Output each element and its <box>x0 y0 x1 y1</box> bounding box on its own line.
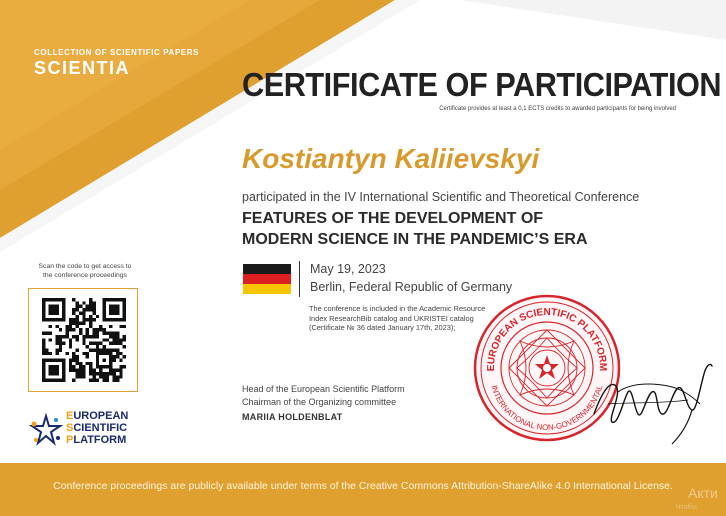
logo-title: SCIENTIA <box>34 58 131 78</box>
catalog-note-line1: The conference is included in the Academic Resource <box>309 304 486 313</box>
qr-code-frame[interactable] <box>28 288 138 392</box>
conference-date: May 19, 2023 <box>310 262 386 276</box>
conference-title <box>242 208 588 250</box>
qr-instruction-line2: the conference proceedings <box>43 271 127 279</box>
participation-statement: participated in the IV International Scientific and Theoretical Conference <box>242 190 640 204</box>
certificate-subtitle: Certificate provides at least a 0,1 ECTS credits to awarded participants for being involved <box>439 106 676 112</box>
signatory-role: Chairman of the Organizing committee <box>242 397 397 407</box>
footer-banner <box>0 463 726 516</box>
stamp-bottom-text: INTERNATIONAL NON-GOVERNMENTAL <box>489 384 605 433</box>
germany-flag-icon <box>243 264 291 294</box>
signatory-name: MARIIA HOLDENBLAT <box>242 412 343 422</box>
esp-letter-s: S <box>66 422 74 434</box>
scientia-logo <box>34 48 199 79</box>
qr-instruction <box>24 263 146 280</box>
esp-letter-e: E <box>66 410 74 422</box>
esp-word-uropean: UROPEAN <box>73 410 129 422</box>
stamp-top-text: EUROPEAN SCIENTIFIC PLATFORM <box>485 306 609 372</box>
participant-name: Kostiantyn Kaliievskyi <box>242 143 540 174</box>
esp-letter-p: P <box>66 434 74 446</box>
esp-logo-text <box>66 410 128 446</box>
signatory-position: Head of the European Scientific Platform <box>242 384 405 394</box>
activation-watermark: Акти <box>688 485 718 501</box>
conference-title-line1: FEATURES OF THE DEVELOPMENT OF <box>242 210 544 227</box>
signature-icon <box>588 352 716 450</box>
certificate-title: CERTIFICATE OF PARTICIPATION <box>242 66 722 103</box>
conference-title-line2: MODERN SCIENCE IN THE PANDEMIC’S ERA <box>242 231 588 248</box>
catalog-note-line2: Index ResearchBib catalog and UKRISTEI catalog <box>309 313 474 323</box>
activation-watermark-sub: Чтобы <box>676 504 697 511</box>
logo-subtitle: COLLECTION OF SCIENTIFIC PAPERS <box>34 48 200 57</box>
qr-instruction-line1: Scan the code to get access to <box>38 263 132 270</box>
catalog-note <box>309 304 485 333</box>
flag-divider <box>299 261 300 297</box>
license-text: Conference proceedings are publicly available under terms of the Creative Commons Attribution-ShareAlike 4.0 International License. <box>53 480 673 492</box>
catalog-note-line3: (Certificate № 36 dated January 17th, 2023); <box>309 323 456 332</box>
esp-word-latform: LATFORM <box>73 434 127 446</box>
qr-code-icon[interactable] <box>42 298 126 382</box>
conference-place: Berlin, Federal Republic of Germany <box>310 280 513 294</box>
esp-word-cientific: CIENTIFIC <box>73 422 128 434</box>
